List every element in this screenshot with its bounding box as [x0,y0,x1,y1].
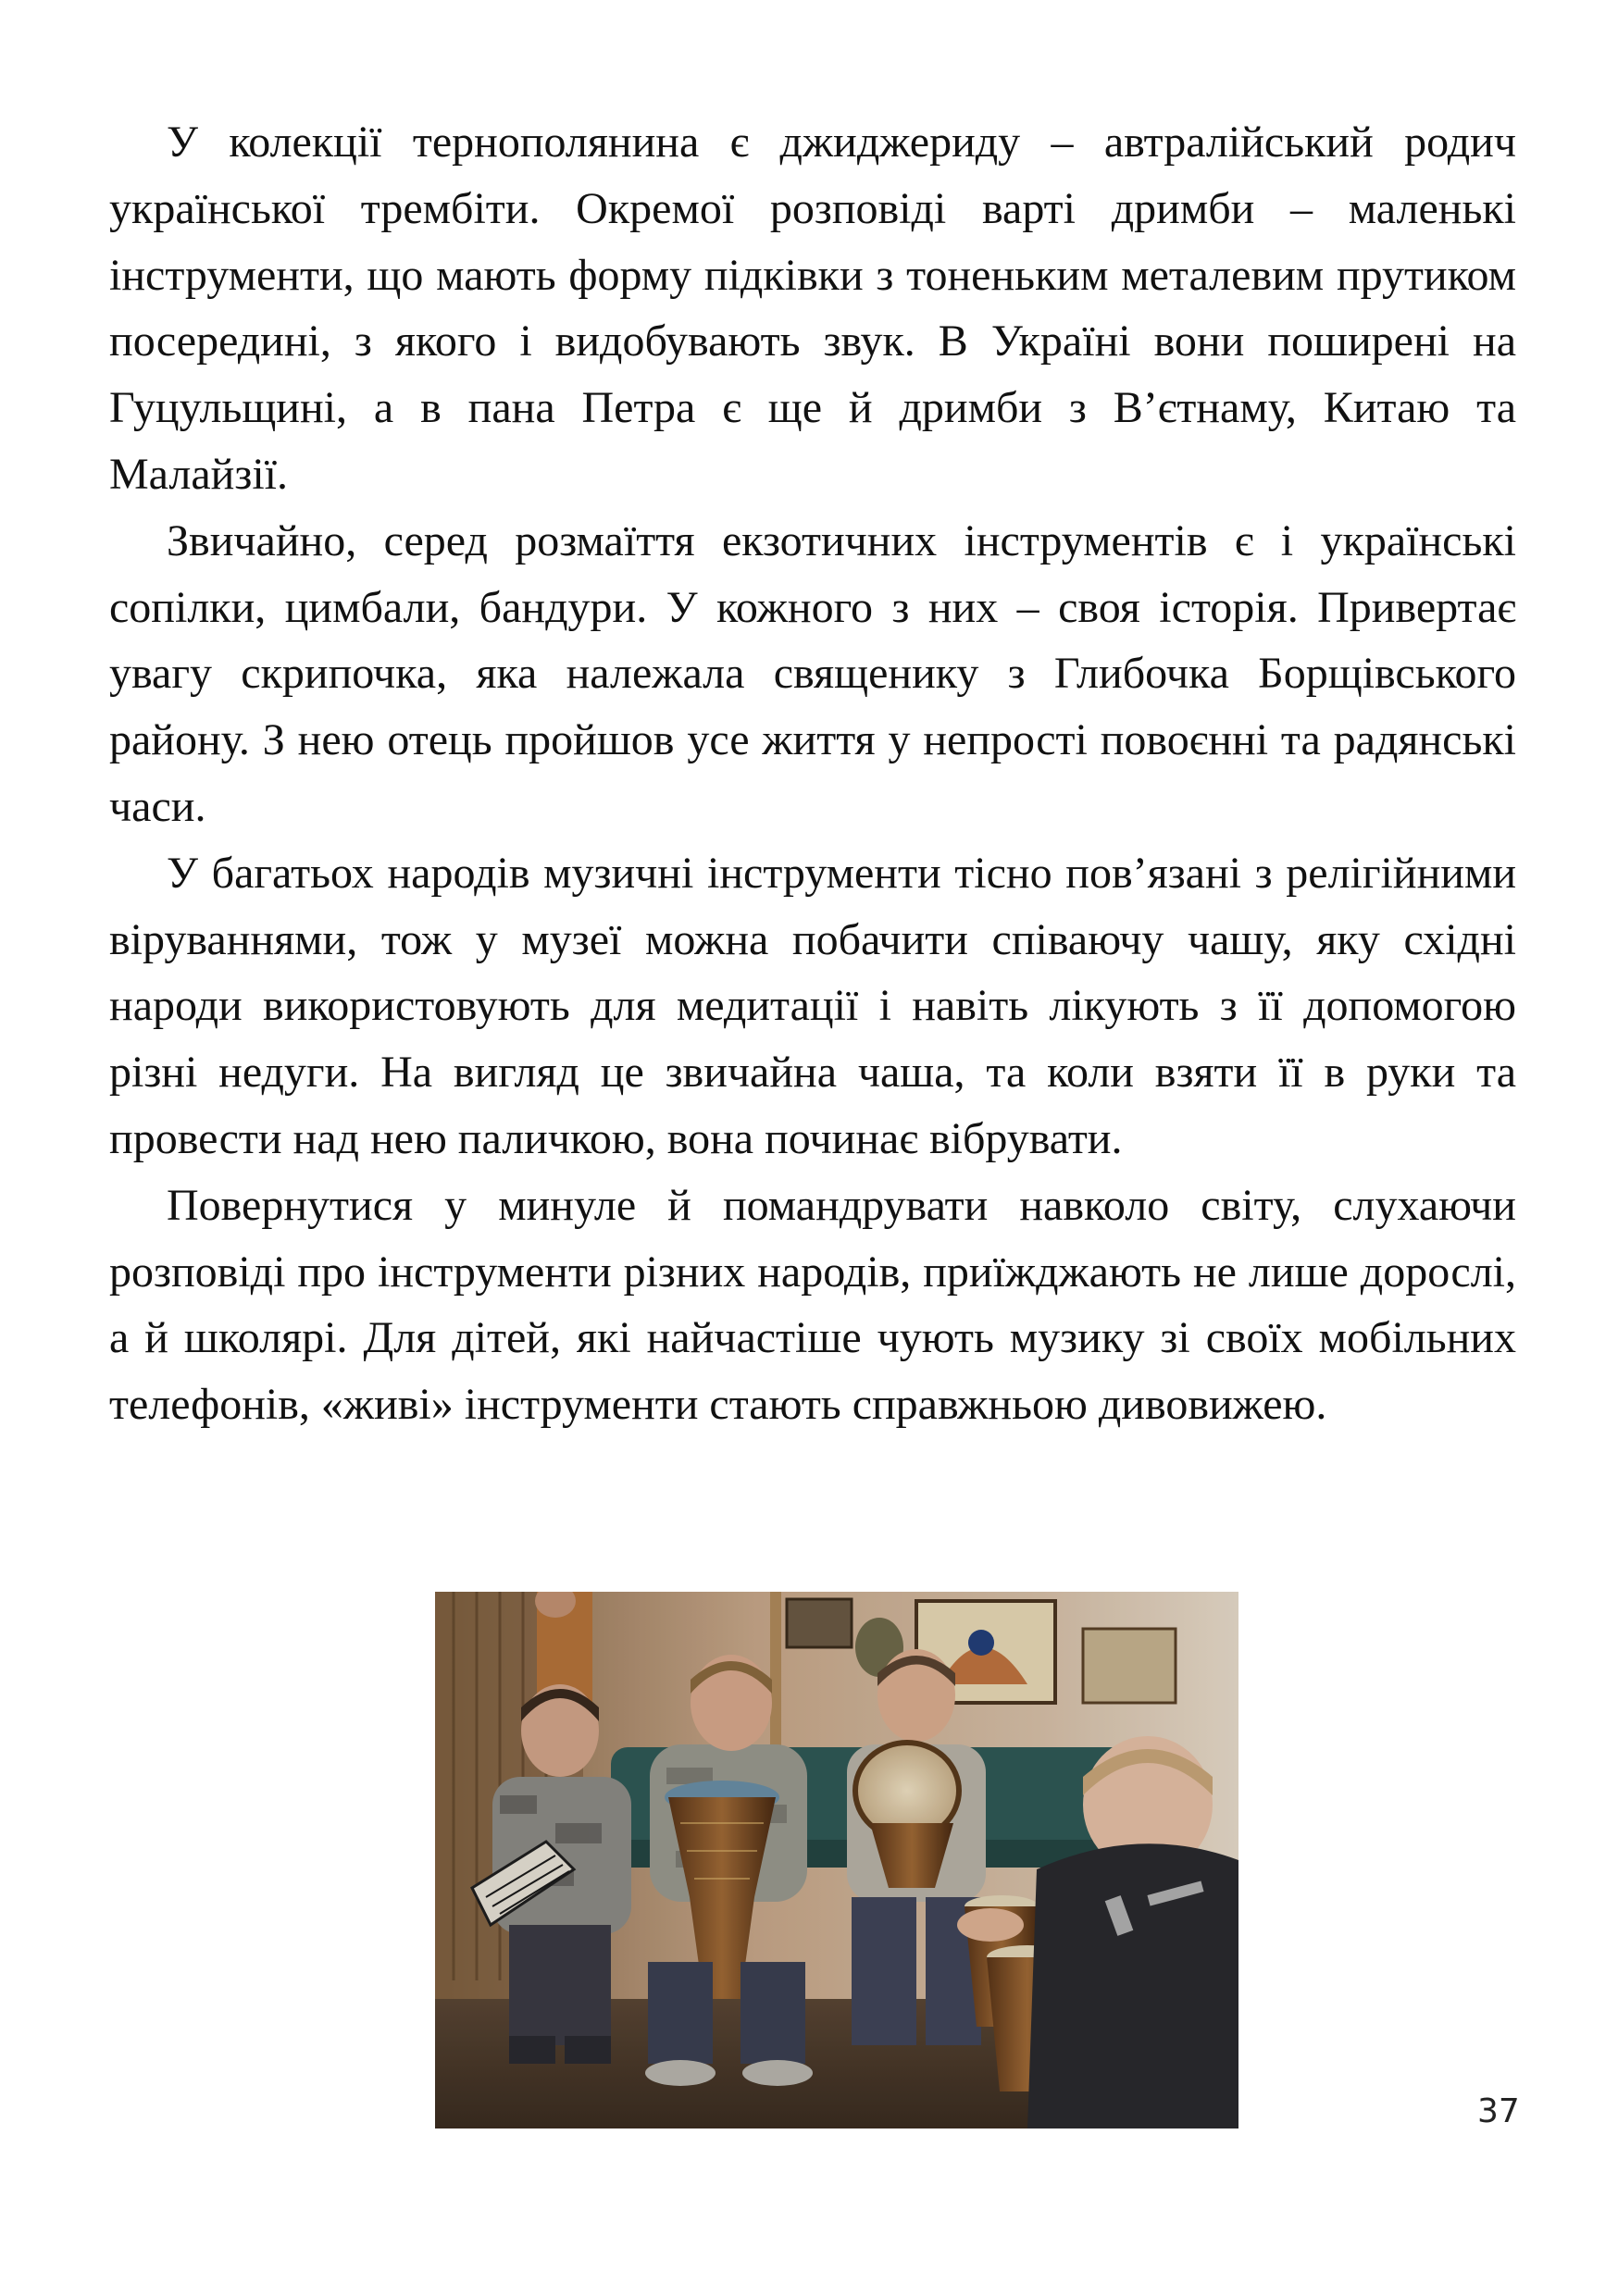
paragraph: Повернутися у минуле й помандрувати навколо світу, слухаючи розповіді про інструменти різних народів, приїжджають не лише дорослі, а й школярі. Для дітей, які найчастіше чують музику зі своїх мобільних телефонів, «живі» інструменти стають справжньою дивовижею. [109,1180,1516,1430]
paragraph: У колекції тернополянина є джиджериду – автралійський родич української трембіти. Окремої розповіді варті дримби – маленькі інструменти, що мають форму підківки з тоненьким металевим прутиком посередині, з якого і видобувають звук. В Україні вони поширені на Гуцульщині, а в пана Петра є ще й дримби з В’єтнаму, Китаю та Малайзії. [109,118,1516,499]
photo-children-playing-drums [435,1592,1238,2128]
paragraph: Звичайно, серед розмаїття екзотичних інструментів є і українські сопілки, цимбали, бандури. У кожного з них – своя історія. Привертає увагу скрипочка, яка належала священику з Глибочка Борщівського району. З нею отець пройшов усе життя у непрості повоєнні та радянські часи. [109,515,1516,831]
page-number: 37 [1477,2092,1520,2130]
body-text [109,109,1516,1438]
photo-illustration [435,1592,1238,2128]
paragraph: У багатьох народів музичні інструменти тісно пов’язані з релігійними віруваннями, тож у музеї можна побачити співаючу чашу, яку східні народи використовують для медитації і навіть лікують з її допомогою різні недуги. На вигляд це звичайна чаша, та коли взяти її в руки та провести над нею паличкою, вона починає вібрувати. [109,848,1516,1163]
